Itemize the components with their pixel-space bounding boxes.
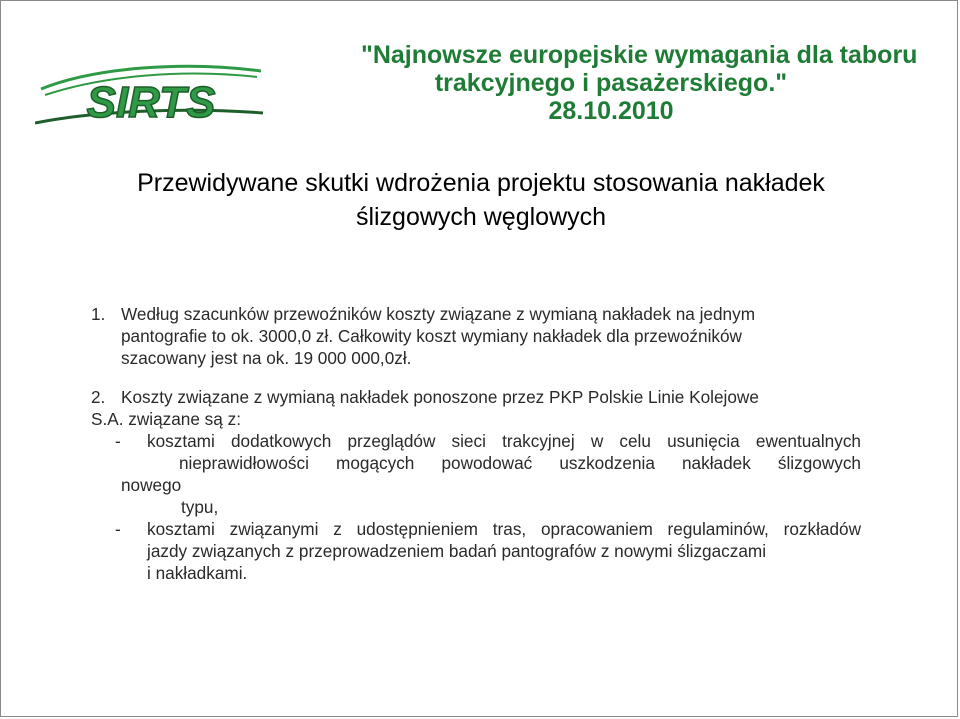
- sub-item-line: jazdy związanych z przeprowadzeniem badań pantografów z nowymi ślizgaczami: [147, 541, 767, 561]
- sub-item-line: kosztami związanymi z udostępnieniem tras, opracowaniem regulaminów, rozkładów: [147, 519, 861, 539]
- content-body: [91, 303, 861, 584]
- sub-item-line: typu,: [181, 497, 219, 517]
- item-line: S.A. związane są z:: [91, 409, 241, 429]
- list-item: [91, 303, 861, 369]
- sub-item-dash: -: [115, 431, 121, 451]
- item-number: 1.: [91, 304, 106, 324]
- sub-item-dash: -: [115, 519, 121, 539]
- list-item: [91, 386, 861, 408]
- item-number: 2.: [91, 387, 106, 407]
- item-line: Koszty związane z wymianą nakładek ponoszone przez PKP Polskie Linie Kolejowe: [121, 387, 759, 407]
- item-text: [121, 303, 861, 369]
- sirts-logo-graphic: [35, 59, 267, 131]
- sub-item: [91, 518, 861, 540]
- item-line: szacowany jest na ok. 19 000 000,0zł.: [121, 348, 412, 368]
- sub-item-line: kosztami dodatkowych przeglądów sieci trakcyjnej w celu usunięcia ewentualnych: [147, 431, 861, 451]
- sub-item-line: nowego: [121, 475, 182, 495]
- conference-header: [361, 41, 918, 125]
- logo-text: SIRTS: [86, 78, 216, 127]
- item-line: pantografie to ok. 3000,0 zł. Całkowity koszt wymiany nakładek dla przewoźników: [121, 326, 742, 346]
- title-line2: ślizgowych węglowych: [355, 203, 607, 231]
- page-title: [61, 166, 901, 234]
- item-text: [121, 386, 861, 408]
- item-line: Według szacunków przewoźników koszty związane z wymianą nakładek na jednym: [121, 304, 756, 324]
- sub-item: [91, 430, 861, 452]
- sub-item-line: nieprawidłowości mogących powodować uszkodzenia nakładek ślizgowych: [179, 453, 861, 473]
- conference-date: 28.10.2010: [548, 97, 674, 125]
- title-line1: Przewidywane skutki wdrożenia projektu stosowania nakładek: [137, 169, 825, 197]
- conference-title-line2: trakcyjnego i pasażerskiego.": [434, 69, 788, 97]
- sirts-logo: [35, 59, 267, 131]
- conference-title-line1: "Najnowsze europejskie wymagania dla taboru: [361, 41, 918, 69]
- sub-item-line: i nakładkami.: [147, 563, 248, 583]
